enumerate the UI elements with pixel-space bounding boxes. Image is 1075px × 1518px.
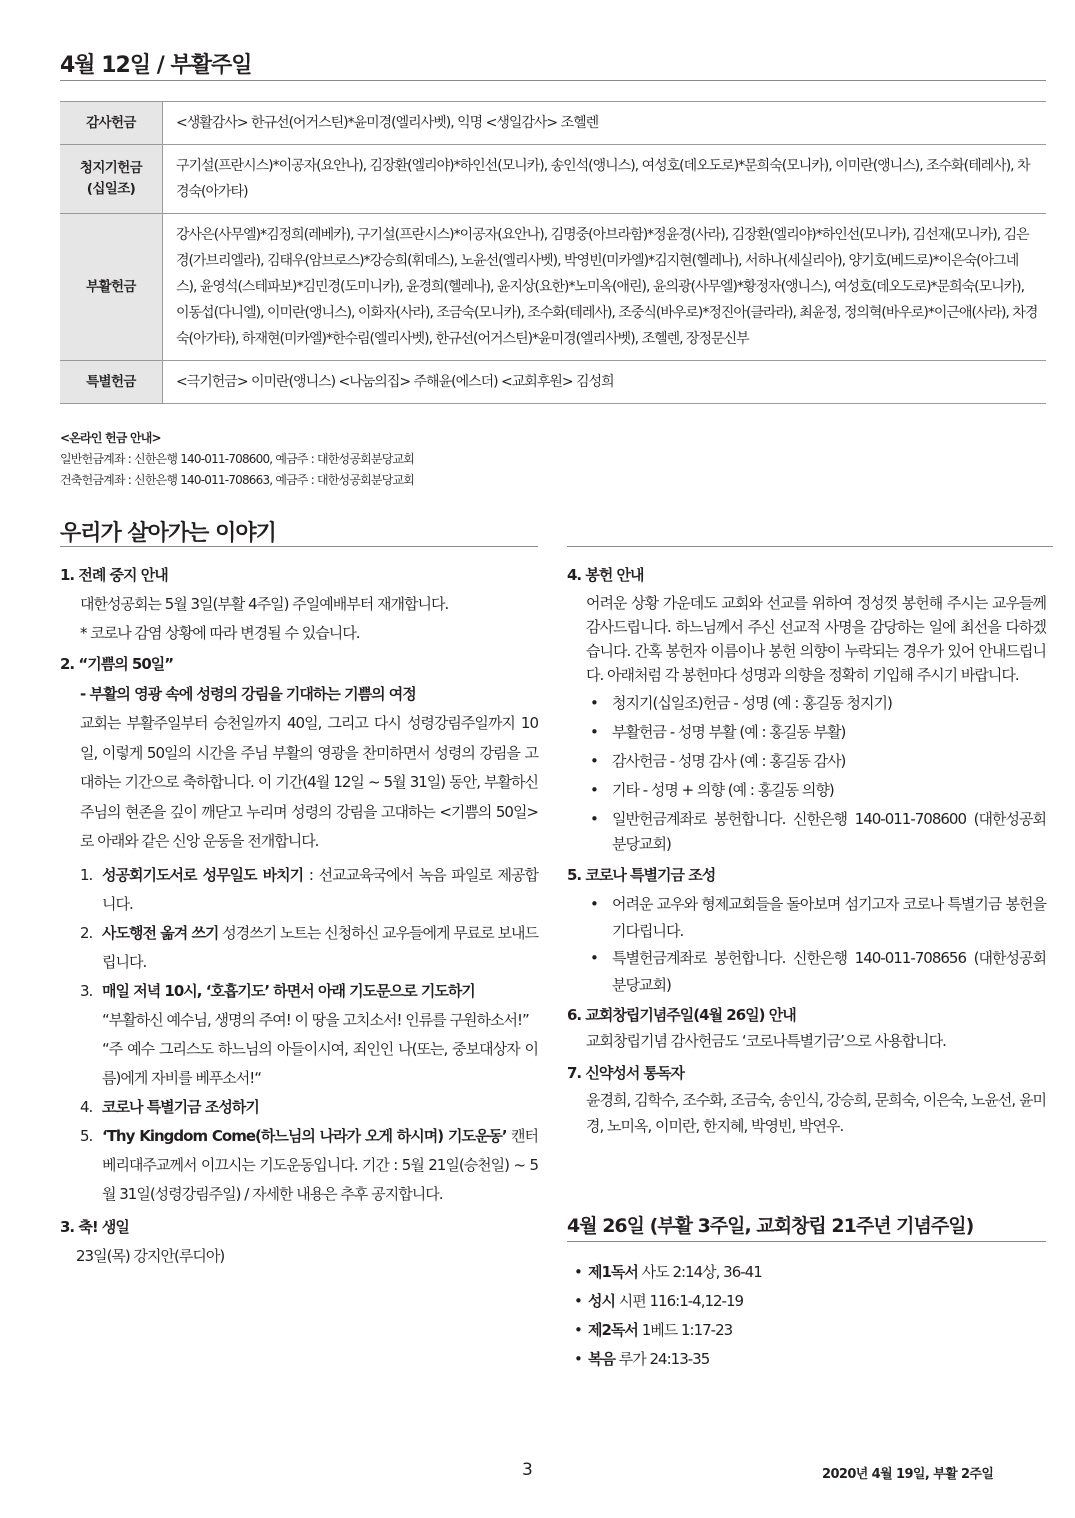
offering-type-label: 특별헌금 bbox=[60, 361, 162, 403]
offering-type-label bbox=[60, 145, 162, 213]
item-number: 3. bbox=[80, 981, 93, 1000]
reading-item bbox=[574, 1345, 1046, 1374]
apr26-readings bbox=[574, 1258, 1046, 1374]
list-item: • 기타 - 성명 + 의향 (예 : 홍길동 의향) bbox=[586, 776, 1046, 805]
list-item: • 부활헌금 - 성명 부활 (예 : 홍길동 부활) bbox=[586, 718, 1046, 747]
list-item: • 어려운 교우와 형제교회들을 돌아보며 섬기고자 코로나 특별기금 봉헌을 기다립니다. bbox=[586, 891, 1046, 945]
left-column-divider bbox=[60, 546, 538, 547]
item7-line: 윤경희, 김학수, 조수화, 조금숙, 송인식, 강승희, 문희숙, 이은숙, 노윤선, 윤미경, 노미옥, 이미란, 한지혜, 박영빈, 박연우. bbox=[586, 1091, 1046, 1135]
reading-label: 제2독서 bbox=[588, 1321, 638, 1339]
reading-label: 복음 bbox=[588, 1350, 615, 1368]
item1-heading: 1. 전례 중지 안내 bbox=[60, 566, 168, 584]
list-item: • 청지기(십일조)헌금 - 성명 (예 : 홍길동 청지기) bbox=[586, 689, 1046, 718]
item-number: 1. bbox=[80, 865, 93, 884]
item-title: 성공회기도서로 성무일도 바치기 bbox=[102, 865, 304, 884]
fifty-days-item-5 bbox=[80, 1122, 538, 1209]
reading-item bbox=[574, 1316, 1046, 1345]
item-text: 캔터베리대주교께서 이끄시는 기도운동입니다. 기간 : 5월 21일(승천일) ~ 5월 31일(성령강림주일) / 자세한 내용은 추후 공지합니다. bbox=[102, 1126, 538, 1203]
offering-donors: <극기헌금> 이미란(앵니스) <나눔의집> 주해윤(에스더) <교회후원> 김성희 bbox=[162, 361, 1046, 403]
item-number: 2. bbox=[80, 923, 93, 942]
reading-item bbox=[574, 1258, 1046, 1287]
offering-type-label: 부활헌금 bbox=[60, 214, 162, 360]
right-column-divider bbox=[567, 546, 1053, 547]
offering-table bbox=[60, 101, 1046, 404]
reading-item bbox=[574, 1287, 1046, 1316]
building-account: 건축헌금계좌 : 신한은행 140-011-708663, 예금주 : 대한성공회분당교회 bbox=[60, 473, 415, 487]
stories-section-title: 우리가 살아가는 이야기 bbox=[60, 521, 276, 546]
list-item: • 일반헌금계좌로 봉헌합니다. 신한은행 140-011-708600 (대한성공회 분당교회) bbox=[586, 807, 1046, 857]
item-number: 5. bbox=[80, 1126, 93, 1145]
item2-subheading: - 부활의 영광 속에 성령의 강림을 기대하는 기쁨의 여정 bbox=[80, 685, 416, 703]
item-title: 사도행전 옮겨 쓰기 bbox=[102, 923, 219, 942]
fifty-days-item-4 bbox=[80, 1093, 538, 1122]
item4-body: 어려운 상황 가운데도 교회와 선교를 위하여 정성껏 봉헌해 주시는 교우들께 감사드립니다. 하느님께서 주신 선교적 사명을 감당하는 일에 최선을 다하겠습니다. 간혹 봉헌자 이름이나 봉헌 의향이 누락되는 경우가 있어 안내드립니다. 아래처럼 각 봉헌마다 성명과 의향을 정확히 기입해 주시기 바랍니다. bbox=[586, 594, 1046, 684]
left-column bbox=[60, 563, 538, 1271]
offering-type-label-text: 청지기헌금 (십일조) bbox=[79, 160, 143, 197]
reading-ref: 시편 116:1-4,12-19 bbox=[618, 1292, 744, 1310]
offering-row-tithe bbox=[60, 145, 1046, 214]
fifty-days-item-1 bbox=[80, 861, 538, 919]
offering-row-special bbox=[60, 361, 1046, 404]
apr26-section-title: 4월 26일 (부활 3주일, 교회창립 21주년 기념주일) bbox=[567, 1215, 974, 1237]
offering-row-easter bbox=[60, 214, 1046, 361]
prayer-2: “주 예수 그리스도 하느님의 아들이시여, 죄인인 나(또는, 중보대상자 이름)에게 자비를 베푸소서!“ bbox=[102, 1039, 538, 1087]
fifty-days-item-3 bbox=[80, 977, 538, 1093]
item-number: 4. bbox=[80, 1097, 93, 1116]
offering-donors: 구기설(프란시스)*이공자(요안나), 김장환(엘리야)*하인선(모니카), 송인석(앵니스), 여성호(데오도로)*문희숙(모니카), 이미란(앵니스), 조수화(테레사), 차경숙(아가타) bbox=[162, 145, 1046, 213]
item6-heading: 6. 교회창립기념주일(4월 26일) 안내 bbox=[567, 1006, 796, 1024]
online-offering-info bbox=[60, 428, 414, 491]
online-offering-title: <온라인 헌금 안내> bbox=[60, 431, 161, 445]
reading-label: 성시 bbox=[588, 1292, 615, 1310]
reading-ref: 사도 2:14상, 36-41 bbox=[641, 1263, 762, 1281]
fifty-days-item-2 bbox=[80, 919, 538, 977]
item2-body: 교회는 부활주일부터 승천일까지 40일, 그리고 다시 성령강림주일까지 10일, 이렇게 50일의 시간을 주님 부활의 영광을 찬미하면서 성령의 강림을 고대하는 기간으로 축하합니다. 이 기간(4월 12일 ~ 5월 31일) 동안, 부활하신 주님의 현존을 깊이 깨닫고 누리며 성령의 강림을 고대하는 <기쁨의 50일>로 아래와 같은 신앙 운동을 전개합니다. bbox=[80, 714, 538, 850]
item4-heading: 4. 봉헌 안내 bbox=[567, 566, 644, 584]
page-number: 3 bbox=[522, 1460, 533, 1480]
item6-line: 교회창립기념 감사헌금도 ‘코로나특별기금’으로 사용합니다. bbox=[586, 1032, 946, 1050]
right-column bbox=[567, 563, 1046, 1139]
item-title: 매일 저녁 10시, ‘호흡기도’ 하면서 아래 기도문으로 기도하기 bbox=[102, 981, 475, 1000]
title-divider bbox=[60, 80, 1046, 81]
item5-heading: 5. 코로나 특별기금 조성 bbox=[567, 866, 716, 884]
offering-donors: 강사은(사무엘)*김정희(레베카), 구기설(프란시스)*이공자(요안나), 김명중(아브라함)*정윤경(사라), 김장환(엘리야)*하인선(모니카), 김선재(모니카), 김은경(가브리엘라), 김태우(암브로스)*강승희(휘데스), 노윤선(엘리사벳), 박영빈(미카엘)*김지현(헬레나), 서하나(세실리아), 양기호(베드로)*이은숙(아그네스), 윤영석(스테파보)*김민경(도미니카), 윤경희(헬레나), 윤지상(요한)*노미옥(애린), 윤의광(사무엘)*황정자(앵니스), 여성호(데오도로)*문희숙(모니카), 이동섭(다니엘), 이미란(앵니스), 이화자(사라), 조금숙(모니카), 조수화(테레사), 조중식(바우로)*정진아(클라라), 최윤정, 정의혁(바우로)*이근애(사라), 차경숙(아가타), 하재현(미카엘)*한수림(엘리사벳), 한규선(어거스틴)*윤미경(엘리사벳), 조헬렌, 장정문신부 bbox=[162, 214, 1046, 360]
apr26-divider bbox=[567, 1241, 1046, 1242]
item2-heading: 2. “기쁨의 50일” bbox=[60, 655, 174, 673]
item-title: 코로나 특별기금 조성하기 bbox=[102, 1097, 259, 1116]
item1-line2: * 코로나 감염 상황에 따라 변경될 수 있습니다. bbox=[80, 624, 360, 642]
offering-type-label: 감사헌금 bbox=[60, 102, 162, 144]
prayer-1: “부활하신 예수님, 생명의 주여! 이 땅을 고치소서! 인류를 구원하소서!” bbox=[102, 1010, 529, 1029]
item3-line: 23일(목) 강지안(루디아) bbox=[76, 1246, 225, 1265]
item7-heading: 7. 신약성서 통독자 bbox=[567, 1064, 685, 1082]
reading-ref: 루가 24:13-35 bbox=[618, 1350, 710, 1368]
item3-heading: 3. 축! 생일 bbox=[60, 1217, 129, 1236]
list-item: • 특별헌금계좌로 봉헌합니다. 신한은행 140-011-708656 (대한성공회 분당교회) bbox=[586, 945, 1046, 999]
list-item: • 감사헌금 - 성명 감사 (예 : 홍길동 감사) bbox=[586, 747, 1046, 776]
offering-row-thanks bbox=[60, 102, 1046, 145]
item1-line1: 대한성공회는 5월 3일(부활 4주일) 주일예배부터 재개합니다. bbox=[80, 595, 449, 613]
offering-donors: <생활감사> 한규선(어거스틴)*윤미경(엘리사벳), 익명 <생일감사> 조헬렌 bbox=[162, 102, 1046, 144]
item-text: 성경쓰기 노트는 신청하신 교우들에게 무료로 보내드립니다. bbox=[102, 923, 539, 971]
general-account: 일반헌금계좌 : 신한은행 140-011-708600, 예금주 : 대한성공회분당교회 bbox=[60, 452, 415, 466]
item-title: ‘Thy Kingdom Come(하느님의 나라가 오게 하시며) 기도운동’ bbox=[102, 1126, 507, 1145]
item-text: : 선교교육국에서 녹음 파일로 제공합니다. bbox=[102, 865, 538, 913]
reading-ref: 1베드 1:17-23 bbox=[641, 1321, 733, 1339]
reading-label: 제1독서 bbox=[588, 1263, 638, 1281]
item4-bullet-list bbox=[586, 689, 1046, 857]
offering-section-title: 4월 12일 / 부활주일 bbox=[60, 53, 252, 78]
footer-date: 2020년 4월 19일, 부활 2주일 bbox=[822, 1467, 994, 1482]
